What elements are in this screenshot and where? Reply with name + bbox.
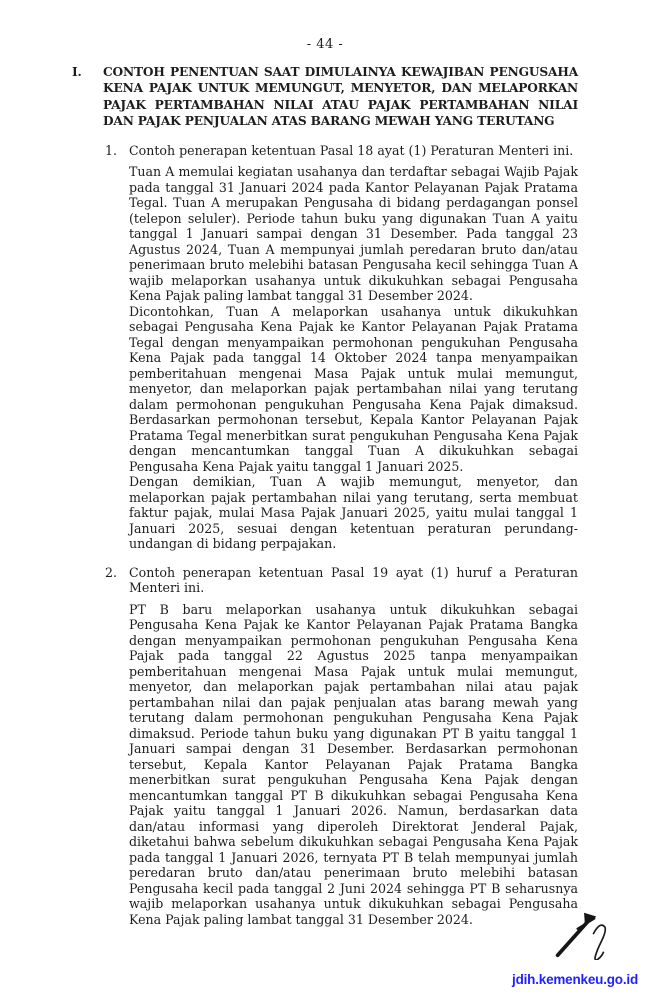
paragraph: PT B baru melaporkan usahanya untuk dikukuhkan sebagai Pengusaha Kena Pajak ke Kantor Pelayanan Pajak Pratama Bangka dengan menyampaikan permohonan pengukuhan Pengusaha Kena Pajak pada tanggal 22 Agustus 2025 tanpa menyampaikan pemberitahuan mengenai Masa Pajak untuk mulai memungut, menyetor, dan melaporkan pajak pertambahan nilai atau pajak pertambahan nilai dan pajak penjualan atas barang mewah yang terutang dalam permohonan pengukuhan Pengusaha Kena Pajak dimaksud. Periode tahun buku yang digunakan PT B yaitu tanggal 1 Januari sampai dengan 31 Desember. Berdasarkan permohonan tersebut, Kepala Kantor Pelayanan Pajak Pratama Bangka menerbitkan surat pengukuhan Pengusaha Kena Pajak dengan mencantumkan tanggal PT B dikukuhkan sebagai Pengusaha Kena Pajak yaitu tanggal 1 Januari 2026. Namun, berdasarkan data dan/atau informasi yang diperoleh Direktorat Jenderal Pajak, diketahui bahwa sebelum dikukuhkan sebagai Pengusaha Kena Pajak pada tanggal 1 Januari 2026, ternyata PT B telah mempunyai jumlah peredaran bruto dan/atau penerimaan bruto melebihi batasan Pengusaha kecil pada tanggal 2 Juni 2024 sehingga PT B seharusnya wajib melaporkan usahanya untuk dikukuhkan sebagai Pengusaha Kena Pajak paling lambat tanggal 31 Desember 2024. xyxy=(129,601,578,927)
paragraph: Dengan demikian, Tuan A wajib memungut, menyetor, dan melaporkan pajak pertambahan nilai yang terutang, serta membuat faktur pajak, mulai Masa Pajak Januari 2025, yaitu mulai tanggal 1 Januari 2025, sesuai dengan ketentuan peraturan perundang-undangan di bidang perpajakan. xyxy=(129,474,578,552)
signature-initials-icon xyxy=(552,908,618,960)
page-number: - 44 - xyxy=(306,37,344,52)
section-items xyxy=(105,143,578,928)
section-heading: CONTOH PENENTUAN SAAT DIMULAINYA KEWAJIBAN PENGUSAHA KENA PAJAK UNTUK MEMUNGUT, MENYETOR, DAN MELAPORKAN PAJAK PERTAMBAHAN NILAI ATAU PAJAK PERTAMBAHAN NILAI DAN PAJAK PENJUALAN ATAS BARANG MEWAH YANG TERUTANG xyxy=(103,65,578,129)
section-numeral: I. xyxy=(72,65,82,79)
item-title: Contoh penerapan ketentuan Pasal 18 ayat (1) Peraturan Menteri ini. xyxy=(129,142,574,158)
item-title: Contoh penerapan ketentuan Pasal 19 ayat (1) huruf a Peraturan Menteri ini. xyxy=(129,564,578,596)
list-item-1 xyxy=(105,143,578,552)
item-number: 1. xyxy=(105,142,118,158)
paragraph: Tuan A memulai kegiatan usahanya dan terdaftar sebagai Wajib Pajak pada tanggal 31 Januari 2024 pada Kantor Pelayanan Pajak Pratama Tegal. Tuan A merupakan Pengusaha di bidang perdagangan ponsel (telepon seluler). Periode tahun buku yang digunakan Tuan A yaitu tanggal 1 Januari sampai dengan 31 Desember. Pada tanggal 23 Agustus 2024, Tuan A mempunyai jumlah peredaran bruto dan/atau penerimaan bruto melebihi batasan Pengusaha kecil sehingga Tuan A wajib melaporkan usahanya untuk dikukuhkan sebagai Pengusaha Kena Pajak paling lambat tanggal 31 Desember 2024. xyxy=(129,164,578,304)
item-body xyxy=(129,143,578,552)
footer-jdih-link[interactable]: jdih.kemenkeu.go.id xyxy=(512,972,638,987)
list-item-2 xyxy=(105,565,578,928)
section-heading-row xyxy=(72,64,578,130)
paragraph: Dicontohkan, Tuan A melaporkan usahanya untuk dikukuhkan sebagai Pengusaha Kena Pajak ke Kantor Pelayanan Pajak Pratama Tegal dengan menyampaikan permohonan pengukuhan Pengusaha Kena Pajak pada tanggal 14 Oktober 2024 tanpa menyampaikan pemberitahuan mengenai Masa Pajak untuk mulai memungut, menyetor, dan melaporkan pajak pertambahan nilai yang terutang dalam permohonan pengukuhan Pengusaha Kena Pajak dimaksud. Berdasarkan permohonan tersebut, Kepala Kantor Pelayanan Pajak Pratama Tegal menerbitkan surat pengukuhan Pengusaha Kena Pajak dengan mencantumkan tanggal Tuan A dikukuhkan sebagai Pengusaha Kena Pajak yaitu tanggal 1 Januari 2025. xyxy=(129,303,578,474)
item-body xyxy=(129,565,578,928)
item-number: 2. xyxy=(105,564,118,580)
